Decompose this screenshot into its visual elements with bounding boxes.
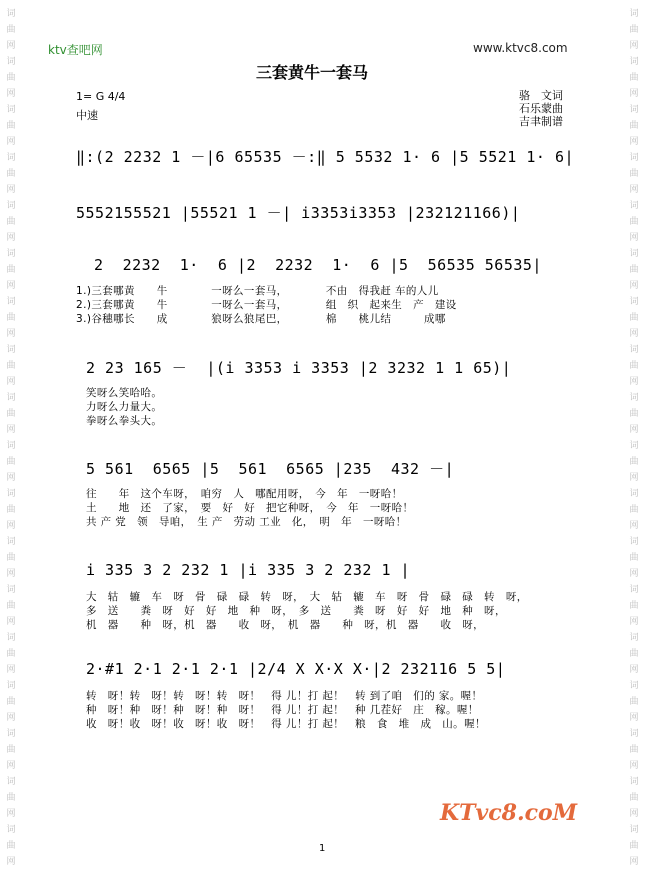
watermark-char: 曲 [6, 505, 16, 515]
lyric-line: 种 呀！种 呀！种 呀！种 呀！ 得 儿！打 起！ 种 几茬好 庄 稼。喔！ [86, 704, 479, 716]
lyric-line: 多 送 粪 呀 好 好 地 种 呀， 多 送 粪 呀 好 好 地 种 呀， [86, 605, 506, 617]
watermark-char: 词 [6, 441, 16, 451]
watermark-char: 词 [629, 153, 639, 163]
watermark-char: 网 [629, 137, 639, 147]
watermark-char: 词 [629, 681, 639, 691]
watermark-char: 网 [629, 809, 639, 819]
engraver-credit: 吉聿制谱 [519, 115, 563, 128]
watermark-char: 曲 [6, 361, 16, 371]
tempo-marking: 中速 [76, 109, 98, 122]
page-number: 1 [319, 843, 326, 854]
site-url-right[interactable]: www.ktvc8.com [473, 41, 568, 55]
watermark-char: 曲 [6, 217, 16, 227]
watermark-char: 曲 [6, 73, 16, 83]
watermark-char: 网 [629, 329, 639, 339]
watermark-char: 词 [6, 393, 16, 403]
watermark-char: 网 [6, 185, 16, 195]
watermark-char: 网 [6, 137, 16, 147]
watermark-char: 曲 [629, 25, 639, 35]
lyric-line: 往 年 这个车呀， 咱穷 人 哪配用呀， 今 年 一呀哈！ [86, 488, 403, 500]
watermark-char: 网 [629, 89, 639, 99]
watermark-char: 曲 [6, 25, 16, 35]
watermark-char: 曲 [6, 841, 16, 851]
watermark-char: 词 [6, 729, 16, 739]
watermark-char: 网 [6, 41, 16, 51]
watermark-char: 网 [6, 233, 16, 243]
lyric-line: 土 地 还 了家， 要 好 好 把它种呀， 今 年 一呀哈！ [86, 502, 414, 514]
watermark-char: 词 [629, 729, 639, 739]
site-name-left[interactable]: ktv查吧网 [48, 43, 103, 57]
watermark-char: 网 [6, 617, 16, 627]
watermark-char: 词 [629, 537, 639, 547]
watermark-char: 曲 [629, 553, 639, 563]
watermark-char: 网 [629, 857, 639, 867]
watermark-column-left [4, 6, 18, 870]
watermark-char: 词 [629, 825, 639, 835]
watermark-char: 网 [6, 89, 16, 99]
watermark-char: 词 [6, 537, 16, 547]
watermark-char: 网 [629, 569, 639, 579]
watermark-char: 曲 [629, 409, 639, 419]
watermark-char: 曲 [6, 601, 16, 611]
watermark-char: 网 [629, 617, 639, 627]
score-system-2: 5552155521 |55521 1 －| i3353i3353 |232121166)| [76, 204, 521, 222]
lyricist-credit: 骆 文词 [519, 89, 563, 102]
watermark-char: 网 [629, 473, 639, 483]
watermark-char: 词 [6, 825, 16, 835]
watermark-char: 网 [629, 233, 639, 243]
lyric-line: 力呀么力量大。 [86, 401, 163, 413]
watermark-char: 词 [6, 297, 16, 307]
watermark-char: 词 [629, 345, 639, 355]
watermark-char: 词 [629, 585, 639, 595]
watermark-char: 词 [6, 777, 16, 787]
lyric-line: 转 呀！转 呀！转 呀！转 呀！ 得 儿！打 起！ 转 到了咱 们的 家。喔！ [86, 690, 483, 702]
watermark-char: 曲 [6, 697, 16, 707]
watermark-char: 词 [629, 297, 639, 307]
watermark-char: 曲 [6, 409, 16, 419]
watermark-char: 曲 [6, 313, 16, 323]
lyric-line: 2.)三套哪黄 牛 一呀么一套马， 组 织 起来生 产 建设 [76, 299, 457, 311]
watermark-char: 曲 [6, 457, 16, 467]
watermark-char: 词 [6, 489, 16, 499]
lyric-line: 1.)三套哪黄 牛 一呀么一套马， 不由 得我赶 车的人儿 [76, 285, 439, 297]
watermark-char: 词 [6, 633, 16, 643]
watermark-char: 词 [629, 57, 639, 67]
score-system-7: 2·#1 2·1 2·1 2·1 |2/4 X X·X X·|2 232116 5 5| [86, 660, 506, 678]
watermark-char: 曲 [629, 73, 639, 83]
lyric-line: 共 产 党 领 导咱， 生 产 劳动 工业 化， 明 年 一呀哈！ [86, 516, 407, 528]
watermark-char: 词 [629, 777, 639, 787]
watermark-char: 曲 [6, 553, 16, 563]
watermark-char: 词 [629, 201, 639, 211]
watermark-char: 曲 [629, 361, 639, 371]
watermark-char: 曲 [6, 745, 16, 755]
watermark-char: 曲 [629, 697, 639, 707]
watermark-char: 曲 [629, 121, 639, 131]
score-system-3: 2 2232 1· 6 |2 2232 1· 6 |5 56535 56535| [94, 256, 542, 274]
watermark-char: 网 [6, 329, 16, 339]
score-system-6: i 335 3 2 232 1 |i 335 3 2 232 1 | [86, 561, 411, 579]
watermark-char: 曲 [629, 169, 639, 179]
lyric-line: 拳呀么拳头大。 [86, 415, 163, 427]
watermark-char: 词 [629, 9, 639, 19]
watermark-char: 曲 [629, 217, 639, 227]
watermark-char: 词 [629, 489, 639, 499]
watermark-char: 网 [6, 281, 16, 291]
watermark-char: 曲 [629, 601, 639, 611]
watermark-char: 曲 [6, 265, 16, 275]
watermark-char: 词 [6, 201, 16, 211]
watermark-char: 词 [629, 105, 639, 115]
watermark-char: 网 [6, 713, 16, 723]
watermark-char: 曲 [629, 841, 639, 851]
lyric-line: 机 器 种 呀，机 器 收 呀， 机 器 种 呀，机 器 收 呀， [86, 619, 485, 631]
watermark-char: 词 [629, 441, 639, 451]
watermark-char: 曲 [629, 793, 639, 803]
key-signature: 1= G 4/4 [76, 90, 126, 103]
watermark-char: 网 [6, 665, 16, 675]
watermark-char: 词 [629, 393, 639, 403]
watermark-char: 网 [6, 761, 16, 771]
watermark-char: 词 [6, 57, 16, 67]
watermark-char: 曲 [629, 505, 639, 515]
watermark-char: 词 [629, 633, 639, 643]
watermark-char: 网 [6, 425, 16, 435]
watermark-char: 网 [6, 473, 16, 483]
watermark-char: 曲 [6, 169, 16, 179]
composer-credit: 石乐蒙曲 [519, 102, 563, 115]
song-title: 三套黄牛一套马 [256, 63, 369, 82]
watermark-char: 网 [629, 713, 639, 723]
watermark-char: 网 [629, 185, 639, 195]
watermark-char: 词 [6, 681, 16, 691]
watermark-char: 网 [629, 41, 639, 51]
watermark-char: 网 [6, 857, 16, 867]
watermark-char: 网 [629, 281, 639, 291]
watermark-char: 网 [629, 425, 639, 435]
watermark-char: 网 [6, 377, 16, 387]
ktvc8-logo[interactable]: KTvc8.coM [440, 800, 578, 826]
watermark-char: 词 [6, 585, 16, 595]
watermark-char: 网 [629, 665, 639, 675]
watermark-char: 词 [6, 105, 16, 115]
watermark-char: 曲 [629, 265, 639, 275]
watermark-char: 曲 [629, 649, 639, 659]
watermark-char: 曲 [6, 793, 16, 803]
watermark-char: 曲 [629, 745, 639, 755]
watermark-char: 网 [6, 569, 16, 579]
score-system-4: 2 23 165 － |(i 3353 i 3353 |2 3232 1 1 65)| [86, 359, 512, 377]
lyric-line: 笑呀么笑哈哈。 [86, 387, 163, 399]
score-system-5: 5 561 6565 |5 561 6565 |235 432 －| [86, 460, 455, 478]
lyric-line: 大 轱 辘 车 呀 骨 碌 碌 转 呀， 大 轱 辘 车 呀 骨 碌 碌 转 呀， [86, 591, 528, 603]
watermark-char: 词 [6, 153, 16, 163]
score-system-1: ‖:(2 2232 1 －|6 65535 －:‖ 5 5532 1· 6 |5 5521 1· 6| [76, 148, 575, 166]
watermark-char: 网 [6, 809, 16, 819]
watermark-char: 词 [6, 249, 16, 259]
watermark-char: 曲 [629, 313, 639, 323]
watermark-char: 网 [629, 761, 639, 771]
watermark-char: 词 [6, 345, 16, 355]
lyric-line: 3.)谷穗哪长 成 狼呀么狼尾巴， 棉 桃儿结 成哪 [76, 313, 446, 325]
watermark-char: 网 [6, 521, 16, 531]
watermark-char: 网 [629, 377, 639, 387]
watermark-char: 曲 [629, 457, 639, 467]
watermark-char: 词 [6, 9, 16, 19]
watermark-char: 曲 [6, 121, 16, 131]
watermark-char: 网 [629, 521, 639, 531]
lyric-line: 收 呀！收 呀！收 呀！收 呀！ 得 儿！打 起！ 粮 食 堆 成 山。喔！ [86, 718, 486, 730]
watermark-char: 曲 [6, 649, 16, 659]
watermark-char: 词 [629, 249, 639, 259]
watermark-column-right [627, 6, 641, 870]
